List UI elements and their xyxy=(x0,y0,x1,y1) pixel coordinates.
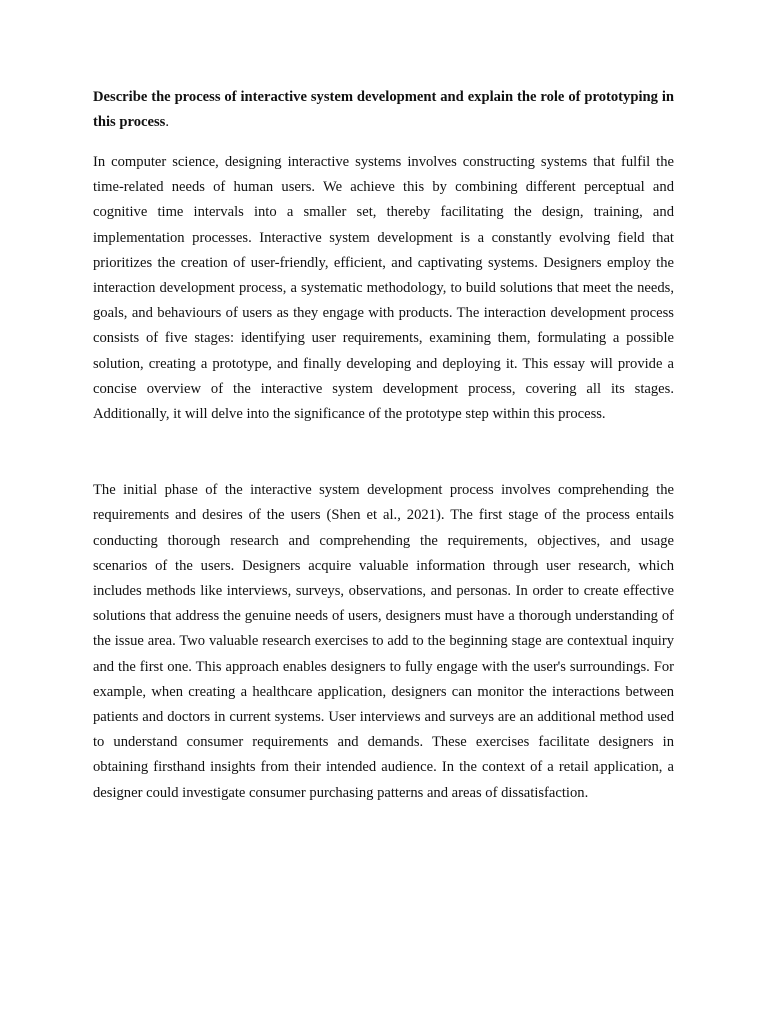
initial-phase-paragraph: The initial phase of the interactive system development process involves comprehending the requirements and desires of the users (Shen et al., 2021). The first stage of the process entails conducting thorough research and comprehending the requirements, objectives, and usage scenarios of the users. Designers acquire valuable information through user research, which includes methods like interviews, surveys, observations, and personas. In order to create effective solutions that address the genuine needs of users, designers must have a thorough understanding of the issue area. Two valuable research exercises to add to the beginning stage are contextual inquiry and the first one. This approach enables designers to fully engage with the user's surroundings. For example, when creating a healthcare application, designers can monitor the interactions between patients and doctors in current systems. User interviews and surveys are an additional method used to understand consumer requirements and demands. These exercises facilitate designers in obtaining firsthand insights from their intended audience. In the context of a retail application, a designer could investigate consumer purchasing patterns and areas of dissatisfaction. xyxy=(93,482,674,801)
heading-period: . xyxy=(165,114,169,130)
essay-question-heading xyxy=(93,85,674,135)
heading-text: Describe the process of interactive system development and explain the role of prototyping in this process xyxy=(93,89,674,130)
document-page xyxy=(93,85,674,806)
introduction-paragraph: In computer science, designing interactive systems involves constructing systems that fulfil the time-related needs of human users. We achieve this by combining different perceptual and cognitive time intervals into a smaller set, thereby facilitating the design, training, and implementation processes. Interactive system development is a constantly evolving field that prioritizes the creation of user-friendly, efficient, and captivating systems. Designers employ the interaction development process, a systematic methodology, to build solutions that meet the needs, goals, and behaviours of users as they engage with products. The interaction development process consists of five stages: identifying user requirements, examining them, formulating a possible solution, creating a prototype, and finally developing and deploying it. This essay will provide a concise overview of the interactive system development process, covering all its stages. Additionally, it will delve into the significance of the prototype step within this process. xyxy=(93,154,674,423)
